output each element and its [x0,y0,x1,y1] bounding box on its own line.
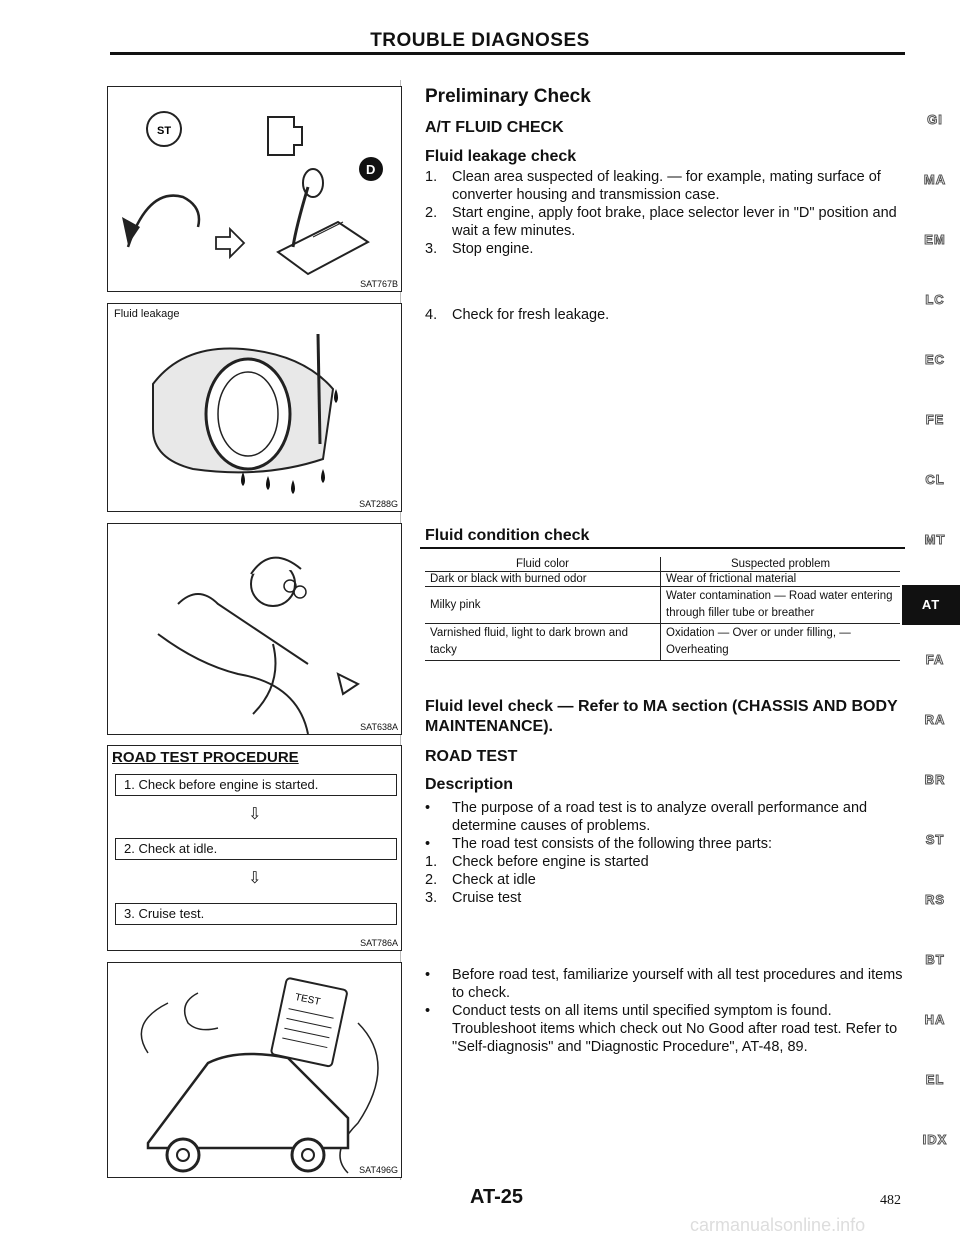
d-badge-text: D [366,162,376,177]
list-item: • The purpose of a road test is to analyze overall performance and determine causes of problems. [425,800,868,834]
side-tab-ra[interactable]: RA [924,712,946,727]
figure-code: SAT767B [360,279,398,289]
fluid-leakage-heading: Fluid leakage check [425,148,577,165]
description-bullets [425,799,905,907]
down-arrow-icon: ⇩ [248,806,262,823]
selector-lever-illustration [108,87,401,291]
figure-road-test-car [107,962,402,1178]
list-item: 2. Check at idle [425,872,536,888]
figure-code: SAT638A [360,722,398,732]
figure-code: SAT786A [360,938,398,948]
figure-selector-lever [107,86,402,292]
list-item: 4. Check for fresh leakage. [425,307,610,323]
watermark: carmanualsonline.info [690,1215,866,1235]
page-title: TROUBLE DIAGNOSES [370,30,590,51]
list-item: • Before road test, familiarize yourself with all test procedures and items to check. [425,967,903,1001]
list-item: 1. Clean area suspected of leaking. — for example, mating surface of converter housing and transmission case. [425,169,881,203]
table-header: Fluid color [425,557,661,572]
side-tab-ec[interactable]: EC [924,352,946,367]
clipboard-test-label: TEST [293,991,322,1008]
figure-road-test-procedure [107,745,402,951]
side-tab-rs[interactable]: RS [924,892,946,907]
figure-code: SAT496G [359,1165,398,1175]
table-row: Dark or black with burned odor Wear of frictional material [425,572,900,587]
condition-rule [420,547,905,549]
table-row: Milky pink Water contamination — Road water entering through filler tube or breather [425,587,900,624]
list-item: 3. Cruise test [425,890,522,906]
fluid-condition-table [425,557,900,661]
table-row: Varnished fluid, light to dark brown and tacky Oxidation — Over or under filling, — Overheating [425,624,900,661]
table-header: Suspected problem [661,557,901,572]
side-tab-ma[interactable]: MA [923,172,947,187]
side-tab-at[interactable]: AT [902,585,960,625]
car-road-test-illustration [108,963,401,1177]
procedure-step: 1. Check before engine is started. [115,774,397,796]
list-item: 2. Start engine, apply foot brake, place selector lever in "D" position and wait a few minutes. [425,205,897,239]
procedure-step: 2. Check at idle. [115,838,397,860]
leakage-step-4 [425,306,905,324]
leakage-steps [425,168,905,258]
transmission-leak-illustration [108,304,401,511]
figure-caption: Fluid leakage [114,308,180,320]
side-tab-st[interactable]: ST [925,832,945,847]
section-page-number: AT-25 [470,1186,523,1208]
side-tab-mt[interactable]: MT [924,532,946,547]
figure-mechanic [107,523,402,735]
list-item: 1. Check before engine is started [425,854,649,870]
side-tab-idx[interactable]: IDX [922,1132,948,1147]
side-tab-gi[interactable]: GI [927,112,943,127]
mechanic-illustration [108,524,401,734]
title-rule [110,52,905,55]
preliminary-check-heading: Preliminary Check [425,86,591,107]
fluid-condition-heading: Fluid condition check [425,527,590,544]
description-heading: Description [425,776,514,793]
procedure-step: 3. Cruise test. [115,903,397,925]
page-number: 482 [880,1193,901,1208]
figure-code: SAT288G [359,499,398,509]
side-tab-fa[interactable]: FA [925,652,945,667]
fluid-level-check: Fluid level check — Refer to MA section (CHASSIS AND BODY MAINTENANCE). [425,698,898,735]
at-fluid-check-heading: A/T FLUID CHECK [425,119,564,136]
side-tab-em[interactable]: EM [924,232,946,247]
side-tab-bt[interactable]: BT [925,952,945,967]
side-tab-ha[interactable]: HA [924,1012,946,1027]
list-item: • The road test consists of the following three parts: [425,836,772,852]
road-test-bullets [425,966,905,1056]
down-arrow-icon: ⇩ [248,870,262,887]
st-tool-label: ST [157,125,172,137]
side-tab-lc[interactable]: LC [925,292,945,307]
side-tab-fe[interactable]: FE [925,412,945,427]
side-tab-el[interactable]: EL [925,1072,945,1087]
road-test-procedure-title: ROAD TEST PROCEDURE [112,749,299,766]
side-tab-cl[interactable]: CL [925,472,945,487]
figure-fluid-leakage [107,303,402,512]
road-test-heading: ROAD TEST [425,748,518,765]
list-item: 3. Stop engine. [425,241,534,257]
side-tab-br[interactable]: BR [924,772,946,787]
list-item: • Conduct tests on all items until specified symptom is found. Troubleshoot items which check out No Good after road test. Refer to "Self-diagnosis" and "Diagnostic Procedure", AT-48, 89. [425,1003,898,1055]
